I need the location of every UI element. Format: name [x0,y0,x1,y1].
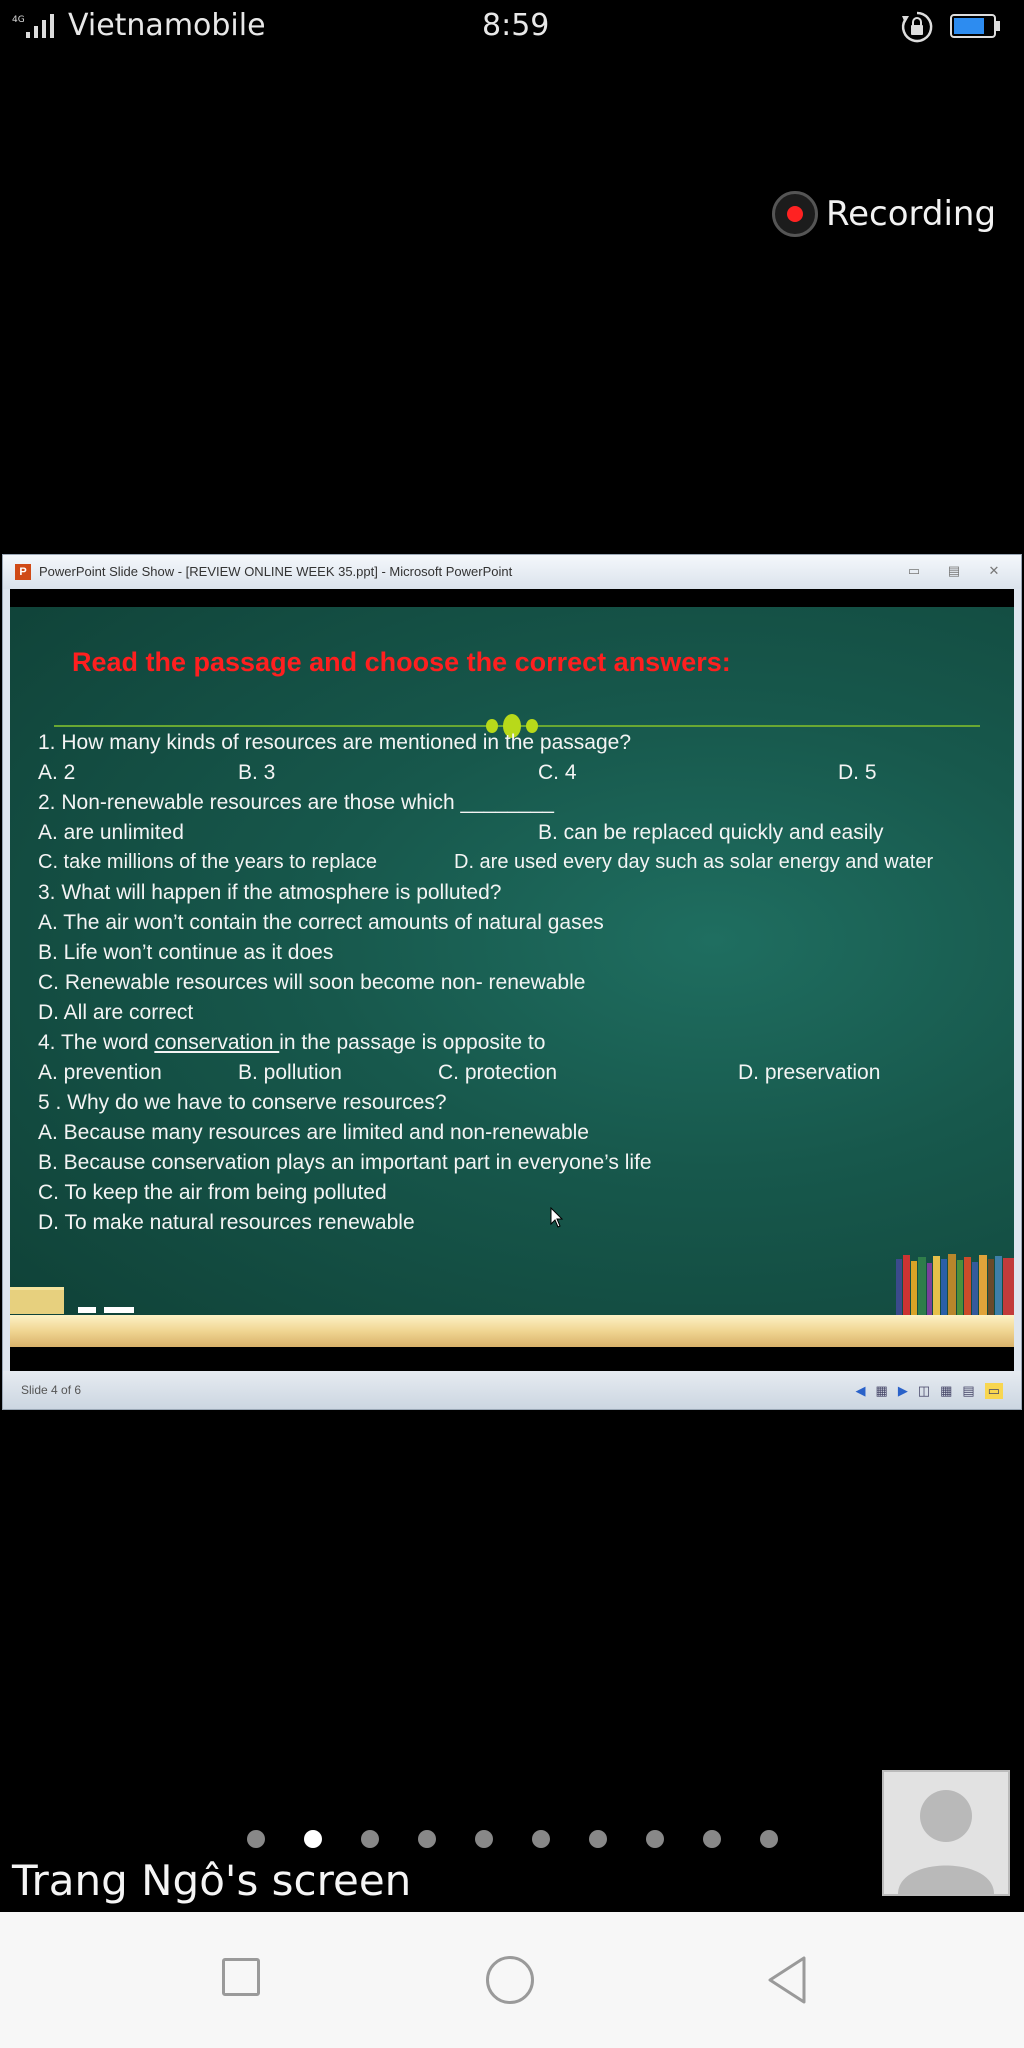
q1-option-c: C. 4 [538,761,577,784]
question-5: 5 . Why do we have to conserve resources? [38,1091,447,1114]
status-bar [0,0,1024,56]
slide [10,607,1014,1347]
carrier-name: Vietnamobile [68,8,266,43]
avatar[interactable] [882,1770,1010,1896]
q4-prefix: 4. The word [38,1031,155,1054]
rotation-lock-icon [900,10,934,44]
window-title: PowerPoint Slide Show - [REVIEW ONLINE WEEK 35.ppt] - Microsoft PowerPoint [39,564,513,579]
q2-option-b: B. can be replaced quickly and easily [538,821,884,844]
q3-option-d: D. All are correct [38,1001,194,1024]
page-dot[interactable] [532,1830,550,1848]
q3-option-a: A. The air won’t contain the correct amounts of natural gases [38,911,604,934]
page-dot[interactable] [475,1830,493,1848]
question-4 [38,1031,545,1055]
maximize-icon[interactable]: ▤ [947,563,961,578]
recent-apps-button[interactable] [222,1958,260,1996]
battery-icon [950,12,1002,40]
q1-option-a: A. 2 [38,761,76,784]
q4-option-a: A. prevention [38,1061,162,1084]
previous-slide-icon[interactable]: ◀ [855,1383,866,1398]
slide-counter: Slide 4 of 6 [21,1383,82,1397]
q4-underlined-word: conservation [154,1031,280,1054]
slideshow-controls [856,1383,1003,1399]
user-icon [884,1772,1008,1894]
question-1: 1. How many kinds of resources are mentioned in the passage? [38,731,631,754]
slideshow-view-icon[interactable]: ▭ [985,1383,1003,1399]
q2-option-d: D. are used every day such as solar energy and water [454,851,934,873]
chalkboard-ledge [10,1315,1014,1347]
powerpoint-icon: P [15,564,31,580]
shelf-decoration [10,1287,64,1314]
q2-option-a: A. are unlimited [38,821,184,844]
slide-heading: Read the passage and choose the correct answers: [72,647,731,677]
recording-label: Recording [826,194,997,234]
q5-option-a: A. Because many resources are limited and non-renewable [38,1121,589,1144]
window-titlebar [3,555,1021,589]
q3-option-c: C. Renewable resources will soon become non- renewable [38,971,586,994]
page-dot[interactable] [361,1830,379,1848]
page-dot[interactable] [703,1830,721,1848]
page-dot[interactable] [589,1830,607,1848]
q1-option-d: D. 5 [838,761,877,784]
normal-view-icon[interactable]: ◫ [917,1383,931,1398]
q4-option-c: C. protection [438,1061,558,1084]
q2-option-c: C. take millions of the years to replace [38,851,378,873]
q4-option-d: D. preservation [738,1061,881,1084]
page-dot[interactable] [760,1830,778,1848]
page-dot[interactable] [418,1830,436,1848]
page-indicator [247,1830,778,1848]
back-button[interactable] [764,1954,812,2006]
q5-option-b: B. Because conservation plays an important part in everyone’s life [38,1151,652,1174]
svg-text:4G: 4G [12,15,25,25]
q5-option-d: D. To make natural resources renewable [38,1211,415,1234]
question-2: 2. Non-renewable resources are those which ________ [38,791,554,814]
slide-menu-icon[interactable]: ▦ [875,1383,888,1398]
powerpoint-window [2,554,1022,1410]
screen-share-caption: Trang Ngô's screen [12,1856,412,1905]
chalk-piece [104,1307,134,1313]
slide-area [10,589,1014,1373]
signal-icon [12,12,62,40]
q1-option-b: B. 3 [238,761,276,784]
q5-option-c: C. To keep the air from being polluted [38,1181,387,1204]
clock: 8:59 [482,8,550,43]
record-icon [772,191,818,237]
books-icon [896,1253,1014,1319]
page-dot[interactable] [646,1830,664,1848]
chalk-piece [78,1307,96,1313]
page-dot[interactable] [304,1830,322,1848]
reading-view-icon[interactable]: ▤ [962,1383,975,1398]
slideshow-statusbar [3,1371,1021,1409]
minimize-icon[interactable]: ▭ [907,563,921,578]
q3-option-b: B. Life won’t continue as it does [38,941,334,964]
close-icon[interactable]: ✕ [988,563,1000,578]
navigation-bar [0,1912,1024,2048]
mouse-cursor-icon [550,1207,564,1229]
q4-suffix: in the passage is opposite to [279,1031,546,1054]
slide-sorter-icon[interactable]: ▦ [940,1383,953,1398]
next-slide-icon[interactable]: ▶ [897,1383,908,1398]
recording-indicator [772,188,996,240]
question-3: 3. What will happen if the atmosphere is polluted? [38,881,502,904]
home-button[interactable] [486,1956,534,2004]
page-dot[interactable] [247,1830,265,1848]
q4-option-b: B. pollution [238,1061,342,1084]
